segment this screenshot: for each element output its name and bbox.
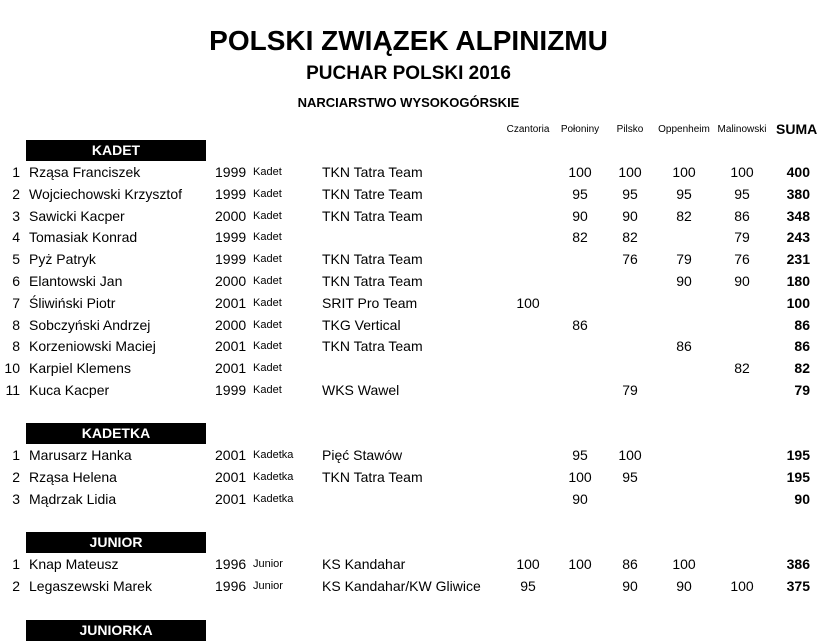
sum-cell: 243	[786, 229, 810, 246]
points-cell: 90	[622, 207, 638, 224]
category-cell: Junior	[253, 579, 283, 592]
sum-cell: 100	[786, 294, 810, 311]
club-name: Pięć Stawów	[322, 447, 403, 463]
birth-year: 2001	[215, 294, 247, 311]
document-subtitle: PUCHAR POLSKI 2016	[306, 63, 511, 84]
category-cell: Kadet	[253, 384, 282, 396]
category-cell: Kadet	[253, 318, 282, 331]
sum-cell: 231	[786, 251, 810, 268]
club-name: TKN Tatra Team	[322, 273, 423, 289]
rank-cell: 1	[12, 556, 20, 572]
athlete-name: Marusarz Hanka	[29, 447, 132, 463]
category-cell: Kadet	[253, 362, 282, 375]
points-cell: 86	[734, 207, 750, 224]
points-cell: 76	[622, 251, 638, 268]
points-cell: 95	[572, 447, 588, 463]
category-cell: Kadet	[253, 296, 282, 309]
points-cell: 90	[676, 273, 692, 289]
points-cell: 100	[730, 577, 754, 594]
points-cell: 79	[676, 251, 692, 268]
points-cell: 100	[568, 556, 592, 572]
athlete-name: Knap Mateusz	[29, 556, 119, 572]
sum-cell: 195	[786, 447, 810, 463]
sum-cell: 79	[794, 382, 810, 398]
birth-year: 2000	[215, 207, 247, 224]
club-name: TKN Tatra Team	[322, 164, 423, 180]
sum-cell: 90	[794, 490, 810, 507]
birth-year: 1999	[215, 229, 247, 246]
points-cell: 90	[572, 207, 588, 224]
birth-year: 2001	[215, 338, 247, 355]
category-cell: Kadetka	[253, 470, 294, 483]
club-name: TKN Tatra Team	[322, 338, 423, 355]
points-cell: 86	[622, 556, 638, 572]
points-cell: 82	[622, 229, 638, 246]
birth-year: 2000	[215, 273, 247, 289]
birth-year: 2000	[215, 316, 247, 333]
category-cell: Kadetka	[253, 492, 294, 505]
club-name: KS Kandahar	[322, 556, 406, 572]
birth-year: 1999	[215, 164, 247, 180]
athlete-name: Sawicki Kacper	[29, 207, 125, 224]
table-row	[0, 335, 817, 357]
rank-cell: 2	[12, 577, 20, 594]
club-name: TKN Tatra Team	[322, 251, 423, 268]
points-cell: 95	[622, 185, 638, 202]
sum-cell: 386	[786, 556, 810, 572]
column-header: Oppenheim	[658, 124, 710, 135]
category-cell: Kadet	[253, 275, 282, 287]
points-cell: 82	[572, 229, 588, 246]
rank-cell: 3	[12, 207, 20, 224]
rank-cell: 1	[12, 447, 20, 463]
points-cell: 86	[676, 338, 692, 355]
club-name: TKN Tatra Team	[322, 468, 423, 485]
points-cell: 95	[520, 577, 536, 594]
sum-cell: 348	[786, 207, 810, 224]
club-name: SRIT Pro Team	[322, 294, 418, 311]
athlete-name: Mądrzak Lidia	[29, 490, 117, 507]
athlete-name: Kuca Kacper	[29, 382, 110, 398]
points-cell: 90	[572, 490, 588, 507]
points-cell: 90	[676, 577, 692, 594]
rank-cell: 1	[12, 164, 20, 180]
table-row	[0, 314, 817, 336]
club-name: TKN Tatra Team	[322, 207, 423, 224]
points-cell: 82	[676, 207, 692, 224]
table-row	[0, 379, 817, 401]
athlete-name: Legaszewski Marek	[29, 577, 152, 594]
points-cell: 100	[516, 294, 540, 311]
rank-cell: 10	[4, 360, 20, 377]
table-row	[0, 183, 817, 205]
category-cell: Kadet	[253, 187, 282, 200]
sum-header: SUMA	[776, 121, 817, 137]
category-cell: Kadet	[253, 231, 282, 244]
table-row	[0, 488, 817, 510]
points-cell: 76	[734, 251, 750, 268]
category-cell: Kadet	[253, 166, 282, 178]
column-header: Pilsko	[616, 124, 644, 135]
rank-cell: 3	[12, 490, 20, 507]
section-header: JUNIOR	[26, 532, 206, 553]
club-name: TKN Tatre Team	[322, 185, 423, 202]
birth-year: 1996	[215, 577, 247, 594]
section-header: JUNIORKA	[26, 620, 206, 641]
table-row	[0, 466, 817, 488]
sum-cell: 400	[786, 164, 810, 180]
sum-cell: 375	[786, 577, 810, 594]
athlete-name: Rząsa Franciszek	[29, 164, 141, 180]
document-title: POLSKI ZWIĄZEK ALPINIZMU	[209, 25, 608, 56]
athlete-name: Karpiel Klemens	[29, 360, 131, 377]
discipline-title: NARCIARSTWO WYSOKOGÓRSKIE	[297, 95, 520, 110]
table-row	[0, 205, 817, 227]
points-cell: 100	[568, 468, 592, 485]
table-row	[0, 161, 817, 183]
table-row	[0, 248, 817, 270]
table-row	[0, 553, 817, 575]
points-cell: 100	[618, 447, 642, 463]
points-cell: 95	[734, 185, 750, 202]
club-name: WKS Wawel	[322, 382, 400, 398]
points-cell: 100	[568, 164, 592, 180]
athlete-name: Elantowski Jan	[29, 273, 123, 289]
birth-year: 2001	[215, 447, 247, 463]
points-cell: 95	[622, 468, 638, 485]
points-cell: 90	[622, 577, 638, 594]
athlete-name: Rząsa Helena	[29, 468, 117, 485]
sum-cell: 86	[794, 316, 810, 333]
rank-cell: 2	[12, 468, 20, 485]
sum-cell: 82	[794, 360, 810, 377]
section-header: KADETKA	[26, 423, 206, 444]
table-row	[0, 292, 817, 314]
rank-cell: 7	[12, 294, 20, 311]
points-cell: 100	[672, 164, 696, 180]
club-name: KS Kandahar/KW Gliwice	[322, 577, 481, 594]
sum-cell: 380	[786, 185, 810, 202]
athlete-name: Wojciechowski Krzysztof	[29, 185, 183, 202]
rank-cell: 8	[12, 316, 20, 333]
athlete-name: Sobczyński Andrzej	[29, 316, 151, 333]
rank-cell: 6	[12, 273, 20, 289]
club-name: TKG Vertical	[322, 316, 401, 333]
section-header: KADET	[26, 140, 206, 161]
points-cell: 100	[618, 164, 642, 180]
category-cell: Kadet	[253, 340, 282, 353]
sum-cell: 195	[786, 468, 810, 485]
column-header: Malinowski	[717, 124, 767, 135]
rank-cell: 11	[5, 382, 20, 398]
table-row	[0, 444, 817, 466]
points-cell: 95	[676, 185, 692, 202]
athlete-name: Korzeniowski Maciej	[29, 338, 156, 355]
athlete-name: Tomasiak Konrad	[29, 229, 138, 246]
points-cell: 100	[672, 556, 696, 572]
birth-year: 2001	[215, 490, 247, 507]
points-cell: 86	[572, 316, 588, 333]
table-row	[0, 575, 817, 597]
table-row	[0, 270, 817, 292]
athlete-name: Śliwiński Piotr	[29, 294, 116, 311]
sum-cell: 180	[786, 273, 810, 289]
category-cell: Kadet	[253, 253, 282, 266]
athlete-name: Pyż Patryk	[29, 251, 96, 268]
points-cell: 82	[734, 360, 750, 377]
column-header: Połoniny	[560, 124, 600, 135]
table-row	[0, 226, 817, 248]
points-cell: 90	[734, 273, 750, 289]
points-cell: 79	[734, 229, 750, 246]
rank-cell: 4	[12, 229, 20, 246]
birth-year: 2001	[215, 468, 247, 485]
column-header: Czantoria	[506, 124, 550, 135]
table-row	[0, 357, 817, 379]
rank-cell: 2	[12, 185, 20, 202]
points-cell: 100	[516, 556, 540, 572]
birth-year: 2001	[215, 360, 247, 377]
points-cell: 100	[730, 164, 754, 180]
points-cell: 79	[622, 382, 638, 398]
points-cell: 95	[572, 185, 588, 202]
birth-year: 1996	[215, 556, 247, 572]
birth-year: 1999	[215, 185, 247, 202]
sum-cell: 86	[794, 338, 810, 355]
birth-year: 1999	[215, 382, 247, 398]
birth-year: 1999	[215, 251, 247, 268]
rank-cell: 5	[12, 251, 20, 268]
category-cell: Kadetka	[253, 449, 294, 461]
category-cell: Kadet	[253, 209, 282, 222]
category-cell: Junior	[253, 558, 283, 570]
rank-cell: 8	[12, 338, 20, 355]
